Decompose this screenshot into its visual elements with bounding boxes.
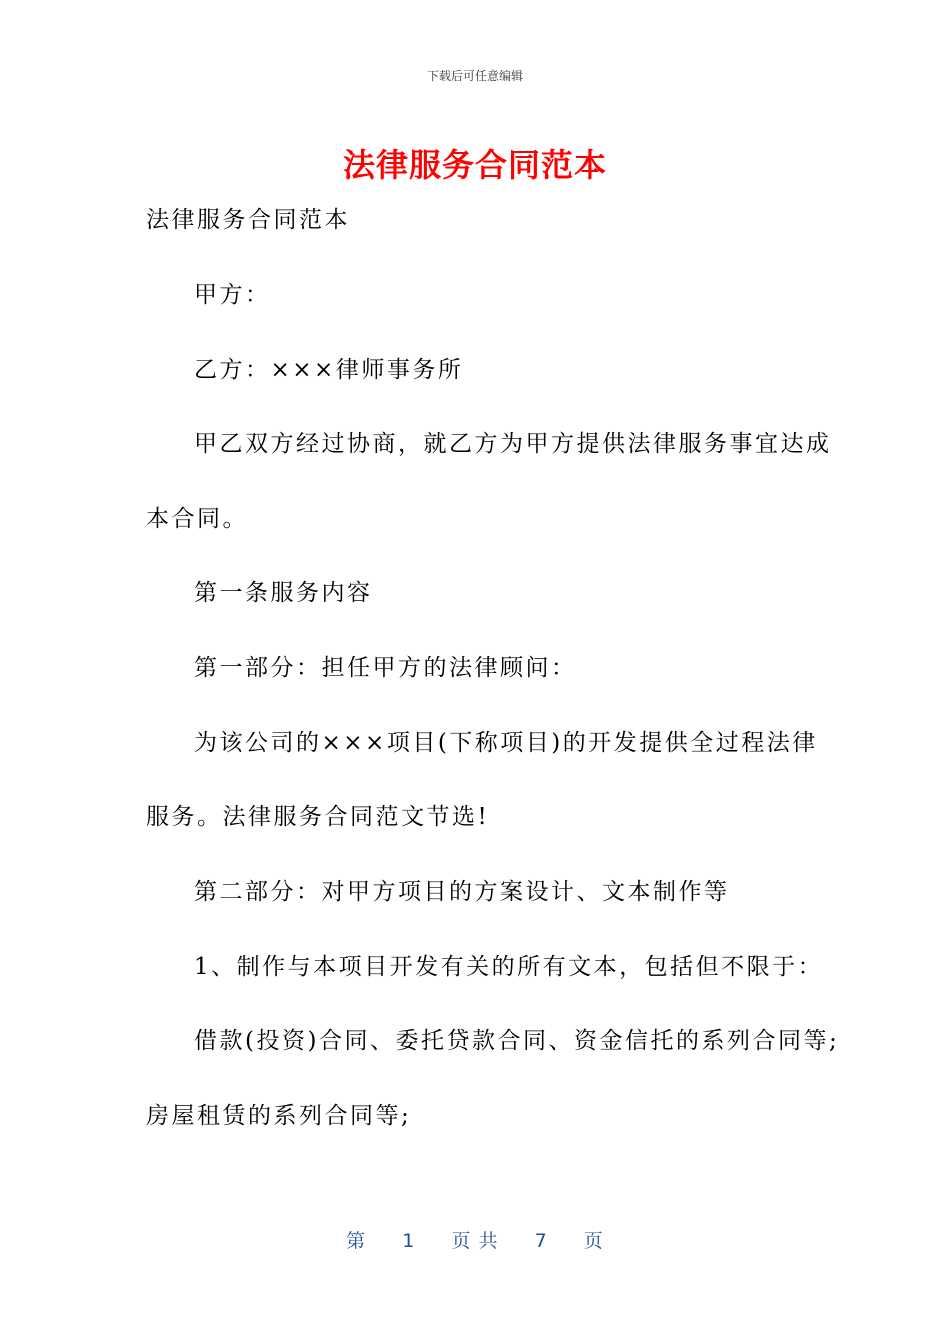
footer-current-page: 1 (402, 1230, 416, 1252)
header-note: 下载后可任意编辑 (426, 69, 523, 83)
body-line-party-a: 甲方： (194, 282, 271, 308)
body-line-part-2: 第二部分：对甲方项目的方案设计、文本制作等 (194, 879, 730, 905)
body-line-item-1-contracts: 借款(投资)合同、委托贷款合同、资金信托的系列合同等; (194, 1028, 840, 1054)
body-line-preamble-cont: 本合同。 (146, 506, 248, 532)
footer-middle: 页 共 (451, 1230, 499, 1252)
body-line-part-1-desc-cont: 服务。法律服务合同范文节选! (146, 804, 490, 830)
footer-total-pages: 7 (534, 1230, 548, 1252)
document-title: 法律服务合同范本 (342, 146, 607, 184)
body-line-article-1: 第一条服务内容 (194, 580, 373, 606)
body-line-preamble: 甲乙双方经过协商，就乙方为甲方提供法律服务事宜达成 (194, 431, 832, 457)
body-line-party-b: 乙方：×××律师事务所 (194, 357, 464, 383)
footer-suffix: 页 (583, 1230, 604, 1252)
footer-prefix: 第 (346, 1230, 367, 1252)
body-line-item-1-lease: 房屋租赁的系列合同等; (146, 1103, 412, 1129)
body-line-item-1: 1、制作与本项目开发有关的所有文本，包括但不限于： (194, 954, 824, 980)
body-line-subtitle: 法律服务合同范本 (146, 207, 350, 233)
body-line-part-1: 第一部分：担任甲方的法律顾问： (194, 655, 577, 681)
page-footer (0, 1226, 950, 1253)
body-line-part-1-desc: 为该公司的×××项目(下称项目)的开发提供全过程法律 (194, 730, 818, 756)
